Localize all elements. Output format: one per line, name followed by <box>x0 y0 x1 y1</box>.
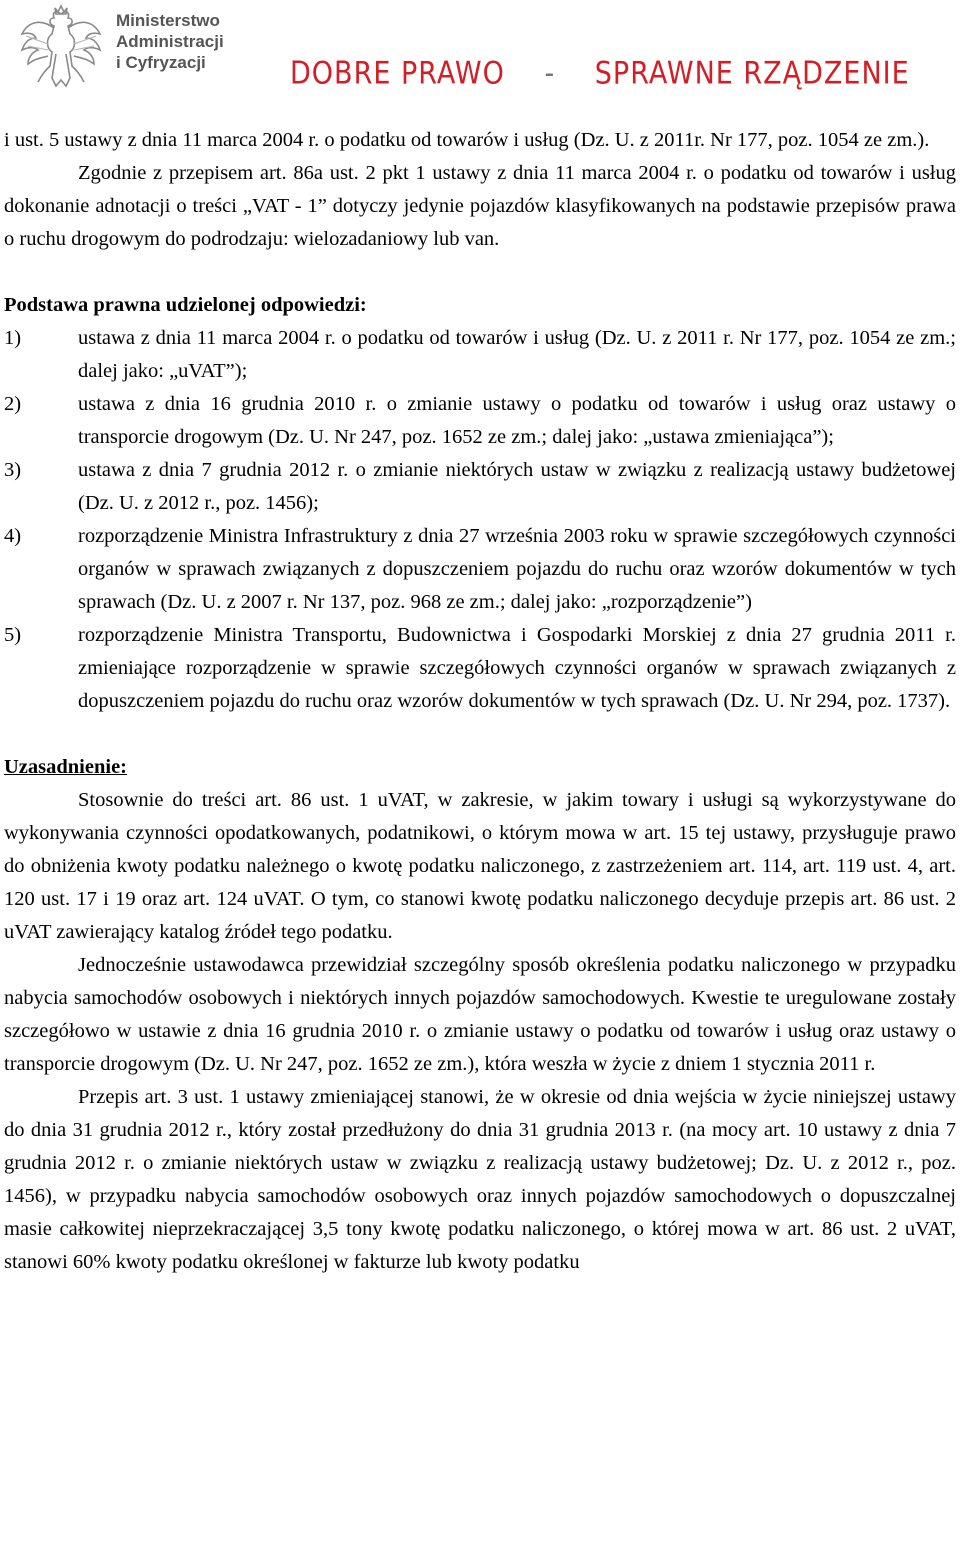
list-item-number: 5) <box>4 624 22 646</box>
slogan-dash: - <box>544 55 556 92</box>
legal-basis-list <box>4 322 956 718</box>
list-item-text: ustawa z dnia 11 marca 2004 r. o podatku od towarów i usług (Dz. U. z 2011 r. Nr 177, poz. 1054 ze zm.; dalej jako: „uVAT”); <box>78 327 956 382</box>
justification-heading-text: Uzasadnienie: <box>4 756 127 778</box>
slogan-right: SPRAWNE RZĄDZENIE <box>594 55 910 92</box>
intro-paragraph-1: i ust. 5 ustawy z dnia 11 marca 2004 r. o podatku od towarów i usług (Dz. U. z 2011r. Nr 177, poz. 1054 ze zm.). <box>4 129 930 151</box>
slogan <box>290 55 910 92</box>
justification-paragraph: Przepis art. 3 ust. 1 ustawy zmieniającej stanowi, że w okresie od dnia wejścia w życie niniejszej ustawy do dnia 31 grudnia 2012 r., który został przedłużony do dnia 31 grudnia 2013 r. (na mocy art. 10 ustawy z dnia 7 grudnia 2012 r. o zmianie niektórych ustaw w związku z realizacją ustawy budżetowej; Dz. U. z 2012 r., poz. 1456), w przypadku nabycia samochodów osobowych oraz innych pojazdów samochodowych o dopuszczalnej masie całkowitej nieprzekraczającej 3,5 tony kwotę podatku naliczonego, o której mowa w art. 86 ust. 2 uVAT, stanowi 60% kwoty podatku określonej w fakturze lub kwoty podatku <box>4 1086 956 1273</box>
justification-paragraph: Stosownie do treści art. 86 ust. 1 uVAT, w zakresie, w jakim towary i usługi są wykorzystywane do wykonywania czynności opodatkowanych, podatnikowi, o którym mowa w art. 15 tej ustawy, przysługuje prawo do obniżenia kwoty podatku należnego o kwotę podatku naliczonego, z zastrzeżeniem art. 114, art. 119 ust. 4, art. 120 ust. 17 i 19 oraz art. 124 uVAT. O tym, co stanowi kwotę podatku naliczonego decyduje przepis art. 86 ust. 2 uVAT zawierający katalog źródeł tego podatku. <box>4 789 956 943</box>
list-item <box>4 454 956 520</box>
ministry-name <box>116 10 224 73</box>
ministry-line: Administracji <box>116 32 224 51</box>
list-item-number: 2) <box>4 393 22 415</box>
legal-basis-heading: Podstawa prawna udzielonej odpowiedzi: <box>4 294 367 316</box>
list-item <box>4 388 956 454</box>
list-item-number: 4) <box>4 525 22 547</box>
justification-heading <box>4 751 956 784</box>
list-item-text: ustawa z dnia 7 grudnia 2012 r. o zmianie niektórych ustaw w związku z realizacją ustawy budżetowej (Dz. U. z 2012 r., poz. 1456); <box>78 459 956 514</box>
intro-paragraph-2: Zgodnie z przepisem art. 86a ust. 2 pkt 1 ustawy z dnia 11 marca 2004 r. o podatku od towarów i usług dokonanie adnotacji o treści „VAT - 1” dotyczy jedynie pojazdów klasyfikowanych na podstawie przepisów prawa o ruchu drogowym do podrodzaju: wielozadaniowy lub van. <box>4 162 956 250</box>
list-item <box>4 619 956 718</box>
list-item-text: rozporządzenie Ministra Transportu, Budownictwa i Gospodarki Morskiej z dnia 27 grudnia 2011 r. zmieniające rozporządzenie w sprawie szczegółowych czynności organów w sprawach związanych z dopuszczeniem pojazdu do ruchu oraz wzorów dokumentów w tych sprawach (Dz. U. Nr 294, poz. 1737). <box>78 624 956 712</box>
list-item-text: ustawa z dnia 16 grudnia 2010 r. o zmianie ustawy o podatku od towarów i usług oraz ustawy o transporcie drogowym (Dz. U. Nr 247, poz. 1652 ze zm.; dalej jako: „ustawa zmieniająca”); <box>78 393 956 448</box>
ministry-line: i Cyfryzacji <box>116 53 206 72</box>
list-item <box>4 520 956 619</box>
list-item-number: 1) <box>4 327 22 349</box>
page-header <box>0 0 960 100</box>
polish-eagle-emblem-icon <box>16 4 106 92</box>
list-item-number: 3) <box>4 459 22 481</box>
document-body <box>4 124 956 1279</box>
list-item-text: rozporządzenie Ministra Infrastruktury z dnia 27 września 2003 roku w sprawie szczegółowych czynności organów w sprawach związanych z dopuszczeniem pojazdu do ruchu oraz wzorów dokumentów w tych sprawach (Dz. U. z 2007 r. Nr 137, poz. 968 ze zm.; dalej jako: „rozporządzenie”) <box>78 525 956 613</box>
list-item <box>4 322 956 388</box>
ministry-line: Ministerstwo <box>116 11 220 30</box>
slogan-left: DOBRE PRAWO <box>290 55 505 92</box>
justification-paragraph: Jednocześnie ustawodawca przewidział szczególny sposób określenia podatku naliczonego w przypadku nabycia samochodów osobowych i niektórych innych pojazdów samochodowych. Kwestie te uregulowane zostały szczegółowo w ustawie z dnia 16 grudnia 2010 r. o zmianie ustawy o podatku od towarów i usług oraz ustawy o transporcie drogowym (Dz. U. Nr 247, poz. 1652 ze zm.), która weszła w życie z dniem 1 stycznia 2011 r. <box>4 954 956 1075</box>
